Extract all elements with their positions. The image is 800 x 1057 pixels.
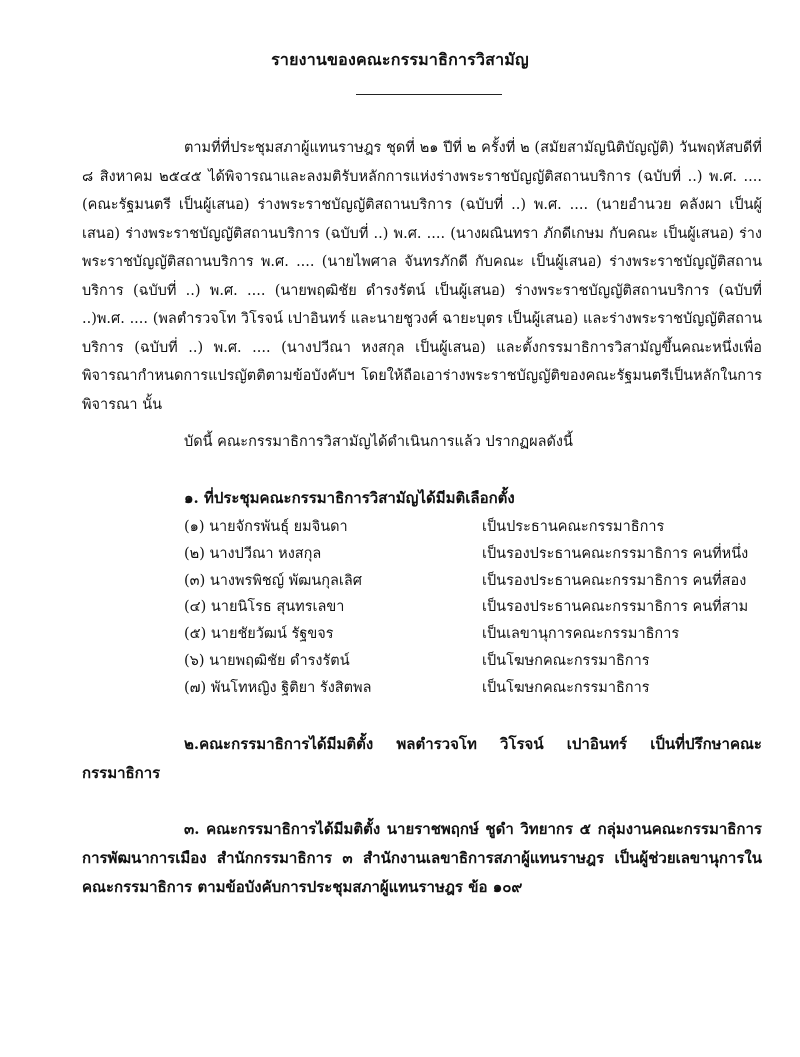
member-role: เป็นเลขานุการคณะกรรมาธิการ [482, 626, 680, 643]
member-row [184, 541, 764, 568]
section1-heading: ๑. ที่ประชุมคณะกรรมาธิการวิสามัญได้มีมติเลือกตั้ง [184, 489, 515, 507]
member-role: เป็นรองประธานคณะกรรมาธิการ คนที่สอง [482, 572, 747, 589]
member-role: เป็นโฆษกคณะกรรมาธิการ [482, 652, 650, 669]
section3-paragraph: ๓. คณะกรรมาธิการได้มีมติตั้ง นายราชพฤกษ์ ชูดำ วิทยากร ๕ กลุ่มงานคณะกรรมาธิการการพัฒนาการเมือง สำนักกรรมาธิการ ๓ สำนักงานเลขาธิการสภาผู้แทนราษฎร เป็นผู้ช่วยเลขานุการในคณะกรรมาธิการ ตามข้อบังคับการประชุมสภาผู้แทนราษฎร ข้อ ๑๐๙ [82, 820, 762, 896]
intro-paragraph: ตามที่ที่ประชุมสภาผู้แทนราษฎร ชุดที่ ๒๑ ปีที่ ๒ ครั้งที่ ๒ (สมัยสามัญนิติบัญญัติ) วันพฤหัสบดีที่ ๘ สิงหาคม ๒๕๔๕ ได้พิจารณาและลงมติรับหลักการแห่งร่างพระราชบัญญัติสถานบริการ (ฉบับที่ ..) พ.ศ. .... (คณะรัฐมนตรี เป็นผู้เสนอ) ร่างพระราชบัญญัติสถานบริการ (ฉบับที่ ..) พ.ศ. .... (นายอำนวย คลังผา เป็นผู้เสนอ) ร่างพระราชบัญญัติสถานบริการ (ฉบับที่ ..) พ.ศ. .... (นางผณินทรา ภักดีเกษม กับคณะ เป็นผู้เสนอ) ร่างพระราชบัญญัติสถานบริการ พ.ศ. .... (นายไพศาล จันทรภักดี กับคณะ เป็นผู้เสนอ) ร่างพระราชบัญญัติสถานบริการ (ฉบับที่ ..) พ.ศ. .... (นายพฤฒิชัย ดำรงรัตน์ เป็นผู้เสนอ) ร่างพระราชบัญญัติสถานบริการ (ฉบับที่ ..)พ.ศ. .... (พลตำรวจโท วิโรจน์ เปาอินทร์ และนายชูวงศ์ ฉายะบุตร เป็นผู้เสนอ) และร่างพระราชบัญญัติสถานบริการ (ฉบับที่ ..) พ.ศ. .... (นางปวีณา หงสกุล เป็นผู้เสนอ) และตั้งกรรมาธิการวิสามัญขึ้นคณะหนึ่งเพื่อพิจารณากำหนดการแปรญัตติตามข้อบังคับฯ โดยให้ถือเอาร่างพระราชบัญญัติของคณะรัฐมนตรีเป็นหลักในการพิจารณา นั้น [82, 140, 762, 413]
member-row [184, 675, 764, 702]
member-name: (๑) นายจักรพันธุ์ ยมจินดา [184, 519, 348, 535]
document-title: รายงานของคณะกรรมาธิการวิสามัญ [271, 50, 529, 69]
member-name: (๒) นางปวีณา หงสกุล [184, 545, 322, 562]
member-name: (๖) นายพฤฒิชัย ดำรงรัตน์ [184, 652, 350, 669]
member-row [184, 514, 764, 541]
member-role: เป็นประธานคณะกรรมาธิการ [482, 519, 665, 535]
member-row [184, 648, 764, 675]
member-role: เป็นรองประธานคณะกรรมาธิการ คนที่สาม [482, 599, 749, 616]
member-name: (๓) นางพรพิชญ์ พัฒนกุลเลิศ [184, 572, 362, 589]
member-name: (๔) นายนิโรธ สุนทรเลขา [184, 599, 345, 616]
member-row [184, 594, 764, 621]
member-name: (๗) พันโทหญิง ฐิติยา รังสิตพล [184, 679, 372, 696]
member-role: เป็นรองประธานคณะกรรมาธิการ คนที่หนึ่ง [482, 545, 749, 562]
result-paragraph: บัดนี้ คณะกรรมาธิการวิสามัญได้ดำเนินการแล้ว ปรากฏผลดังนี้ [184, 434, 573, 450]
section2-paragraph: ๒.คณะกรรมาธิการได้มีมติตั้ง พลตำรวจโท วิโรจน์ เปาอินทร์ เป็นที่ปรึกษาคณะกรรมาธิการ [82, 735, 762, 782]
committee-member-list [184, 514, 764, 702]
member-name: (๕) นายชัยวัฒน์ รัฐขจร [184, 626, 334, 643]
member-role: เป็นโฆษกคณะกรรมาธิการ [482, 679, 650, 696]
member-row [184, 621, 764, 648]
member-row [184, 568, 764, 595]
title-underline [356, 94, 502, 95]
